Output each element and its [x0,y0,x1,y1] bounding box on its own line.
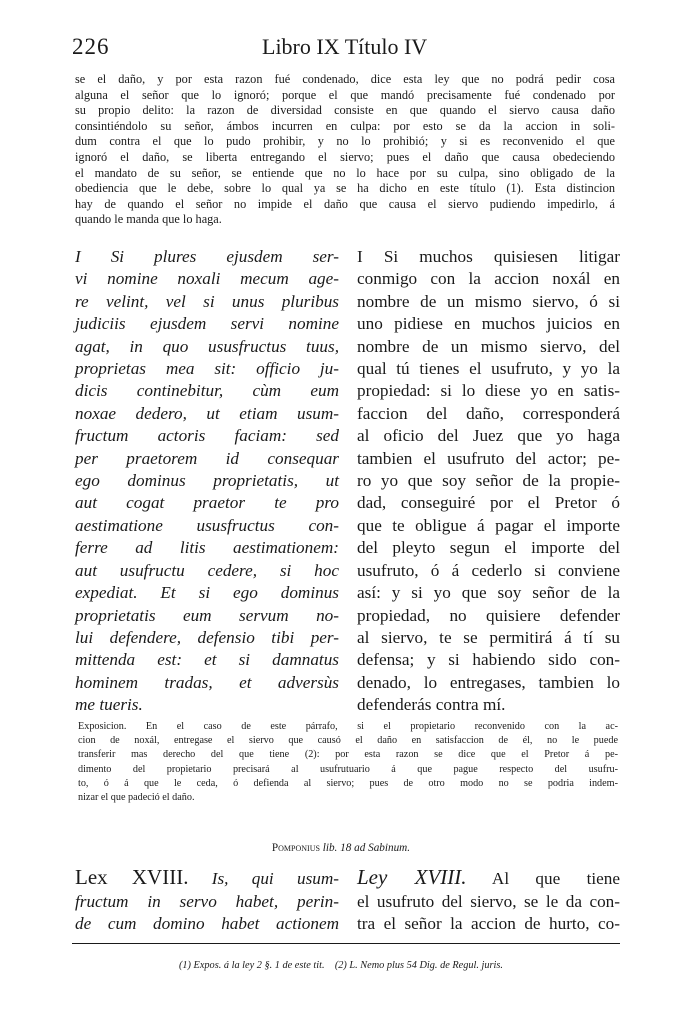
lex-spanish-heading: Ley XVIII. [357,865,467,889]
spanish-line: al siervo, te se permitirá á tí su [357,627,620,647]
spanish-line: qual tú tienes el usufruto, y yo la [357,359,620,379]
intro-line: consintiéndolo su señor, ámbos incurren en culpa: por esto se da la accion in soli- [75,118,615,133]
lex-section [75,866,620,936]
spanish-line: defenderás contra mí. [357,695,506,715]
latin-line: hominem tradas, et adversùs [75,672,339,692]
latin-line: ferre ad litis aestimationem: [75,538,339,558]
spanish-line: denado, lo entregases, tambien lo [357,672,620,692]
latin-line: proprietatis eum servum no- [75,605,339,625]
intro-line: su propio delito: la razon de diversidad consiste en que quando el siervo causa daño [75,103,615,118]
exposition-line: nizar el que padeció el daño. [78,792,195,804]
latin-line: expediat. Et si ego dominus [75,583,339,603]
spanish-column [357,246,620,717]
spanish-line: faccion del daño, corresponderá [357,403,620,423]
latin-line: agat, in quo ususfructus tuus, [75,336,339,356]
lex-spanish-line: tra el señor la accion de hurto, co- [357,914,620,934]
latin-line: ego dominus proprietatis, ut [75,471,339,491]
spanish-line: tambien el usufruto del actor; pe- [357,448,620,468]
footnote: (2) L. Nemo plus 54 Dig. de Regul. juris. [334,960,504,971]
spanish-line: propiedad: si lo diese yo en satis- [357,381,620,401]
exposition-line: to, ó á que le ceda, ó defienda al siervo; pues de otro modo no se podria indem- [78,777,618,789]
spanish-line: defensa; y si habiendo sido con- [357,650,620,670]
spanish-line: conmigo con la accion noxál en [357,269,620,289]
latin-line: judiciis ejusdem servi nomine [75,314,339,334]
author-name: Pomponius [271,842,320,854]
latin-line: vi nomine noxali mecum age- [75,269,339,289]
intro-line: el mandato de su señor, se entiende que no lo hace por su culpa, sino obligado de la [75,165,615,180]
latin-line: per praetorem id consequar [75,448,339,468]
footnotes [0,960,682,971]
running-head: Libro IX Título IV [262,34,428,59]
latin-line: me tueris. [75,695,143,715]
spanish-line: así: y si yo que soy señor de la [357,583,620,603]
latin-line: lui defendere, defensio tibi per- [75,627,339,647]
exposition-paragraph [78,720,618,805]
latin-line: mittenda est: et si damnatus [75,650,339,670]
footnote-divider [72,943,620,944]
lex-spanish-line: Al que tiene [491,869,620,888]
latin-column [75,246,339,717]
intro-line: quando le manda que lo haga. [75,212,222,227]
lex-spanish-column [357,866,620,936]
spanish-line: nombre de un mismo siervo, del [357,336,620,356]
spanish-line: del pleyto segun el importe del [357,538,620,558]
latin-line: aestimatione ususfructus con- [75,515,339,535]
lex-spanish-first-line [357,866,620,891]
parallel-text-section [75,246,620,721]
intro-line: alguna el señor que lo ignoró; porque el que mandó precisamente fué condenado por [75,87,615,102]
latin-line: proprietas mea sit: officio ju- [75,359,339,379]
spanish-line: ro yo que soy señor de la propie- [357,471,620,491]
spanish-line: I Si muchos quisiesen litigar [357,247,620,266]
source-reference: lib. 18 ad Sabinum. [322,842,411,854]
source-attribution [0,842,682,854]
latin-line: re velint, vel si unus pluribus [75,291,339,311]
spanish-line: usufruto, ó á cederlo si conviene [357,560,620,580]
intro-line: dum contra el que lo pudo prohibir, y no lo prohibió; y si es reconvenido el que [75,134,615,149]
footnote: (1) Expos. á la ley 2 §. 1 de este tit. [178,960,325,971]
lex-latin-line: Is, qui usum- [211,869,340,888]
latin-line: fructum actoris faciam: sed [75,426,339,446]
intro-line: hay de quando el señor no impide el daño que causa el siervo pudiendo impedirlo, á [75,196,615,211]
spanish-line: al oficio del Juez que yo haga [357,426,620,446]
latin-line: I Si plures ejusdem ser- [75,247,339,266]
lex-spanish-line: el usufruto del siervo, se le da con- [357,891,620,911]
spanish-line: dad, conseguiré por el Pretor ó [357,493,620,513]
spanish-line: nombre de un mismo siervo, ó si [357,291,620,311]
spanish-line: propiedad, no quisiere defender [357,605,620,625]
latin-line: aut usufructu cedere, si hoc [75,560,339,580]
intro-line: ignoró el daño, se liberta entregando el siervo; pues el daño que causa obedeciendo [75,149,615,164]
intro-line: obediencia que le debe, sobre lo qual ya se ha dicho en este título (1). Esta distincion [75,181,615,196]
intro-paragraph [75,72,615,228]
latin-line: aut cogat praetor te pro [75,493,339,513]
page-number: 226 [72,34,110,59]
spanish-line: que te obligue á pagar el importe [357,515,620,535]
exposition-line: transferir mas derecho del que tiene (2): por esta razon se dice que el Pretor á pe- [78,749,618,761]
lex-latin-first-line [75,866,339,891]
lex-latin-column [75,866,339,936]
lex-latin-heading: Lex XVIII. [75,865,189,889]
exposition-line: Exposicion. En el caso de este párrafo, si el propietario reconvenido con la ac- [78,721,618,732]
exposition-line: cion de noxál, entregase el siervo que causó el daño en satisfaccion de él, no le puede [78,735,618,747]
page-header [72,34,620,64]
spanish-line: uno pidiese en muchos juicios en [357,314,620,334]
lex-latin-line: de cum domino habet actionem [75,914,339,934]
exposition-line: dimento del propietario precisará al usufrutuario á que pague respecto del usufru- [78,763,618,775]
lex-latin-line: fructum in servo habet, perin- [75,891,339,911]
latin-line: noxae dedero, ut etiam usum- [75,403,339,423]
latin-line: dicis continebitur, cùm eum [75,381,339,401]
intro-line: se el daño, y por esta razon fué condenado, dice esta ley que no podrá pedir cosa [75,72,615,86]
